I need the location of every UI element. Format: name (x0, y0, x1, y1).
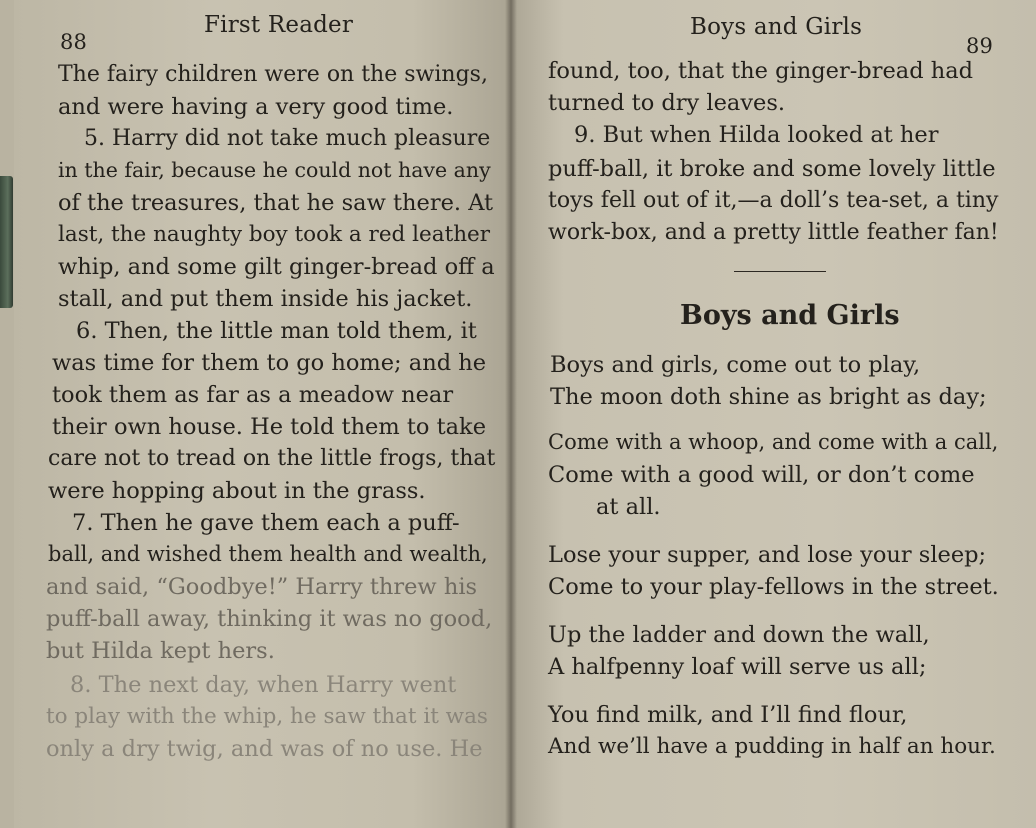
poem-line: Up the ladder and down the wall, (548, 622, 930, 648)
left-line: and said, “Goodbye!” Harry threw his (46, 574, 478, 600)
right-line: work-box, and a pretty little feather fan! (548, 220, 999, 245)
left-line: last, the naughty boy took a red leather (58, 222, 491, 247)
bookmark-ribbon (0, 176, 13, 308)
left-line: 5. Harry did not take much pleasure (84, 126, 491, 151)
poem-line: And we’ll have a pudding in half an hour. (548, 734, 996, 759)
poem-line: Come to your play-fellows in the street. (548, 574, 999, 600)
poem-line: Come with a whoop, and come with a call, (548, 430, 999, 454)
left-line: to play with the whip, he saw that it was (46, 704, 488, 729)
book-gutter (505, 0, 517, 828)
left-line: care not to tread on the little frogs, that (48, 446, 496, 471)
left-line: The fairy children were on the swings, (58, 62, 488, 87)
right-line: 9. But when Hilda looked at her (574, 122, 939, 148)
left-line: 6. Then, the little man told them, it (76, 318, 477, 344)
left-line: was time for them to go home; and he (52, 350, 487, 376)
poem-line: Come with a good will, or don’t come (548, 462, 975, 488)
left-line: in the fair, because he could not have any (58, 158, 491, 182)
left-line: their own house. He told them to take (52, 414, 487, 440)
section-divider (734, 271, 826, 272)
left-running-head: First Reader (204, 12, 354, 38)
right-line: puff-ball, it broke and some lovely little (548, 156, 996, 182)
left-line: stall, and put them inside his jacket. (58, 286, 473, 312)
poem-line: Lose your supper, and lose your sleep; (548, 542, 987, 568)
right-line: toys fell out of it,—a doll’s tea-set, a tiny (548, 188, 999, 213)
left-line: only a dry twig, and was of no use. He (46, 736, 483, 762)
left-line: puff-ball away, thinking it was no good, (46, 606, 493, 632)
left-line: took them as far as a meadow near (52, 382, 454, 408)
right-line: found, too, that the ginger-bread had (548, 58, 974, 84)
left-line: whip, and some gilt ginger-bread off a (58, 254, 495, 280)
right-running-head: Boys and Girls (690, 14, 863, 40)
poem-line: The moon doth shine as bright as day; (550, 384, 987, 410)
right-page-number: 89 (966, 34, 994, 58)
left-line: 8. The next day, when Harry went (70, 672, 457, 698)
left-line: 7. Then he gave them each a puff- (72, 510, 460, 536)
left-line: and were having a very good time. (58, 94, 454, 120)
left-line: but Hilda kept hers. (46, 638, 275, 664)
poem-line: at all. (596, 494, 661, 520)
poem-line: You find milk, and I’ll find flour, (548, 702, 908, 728)
left-page-number: 88 (60, 30, 88, 54)
left-line: ball, and wished them health and wealth, (48, 542, 488, 566)
right-line: turned to dry leaves. (548, 90, 786, 116)
poem-line: Boys and girls, come out to play, (550, 352, 921, 378)
poem-line: A halfpenny loaf will serve us all; (548, 654, 927, 680)
left-line: of the treasures, that he saw there. At (58, 190, 494, 216)
poem-title: Boys and Girls (680, 300, 900, 331)
left-line: were hopping about in the grass. (48, 478, 426, 504)
